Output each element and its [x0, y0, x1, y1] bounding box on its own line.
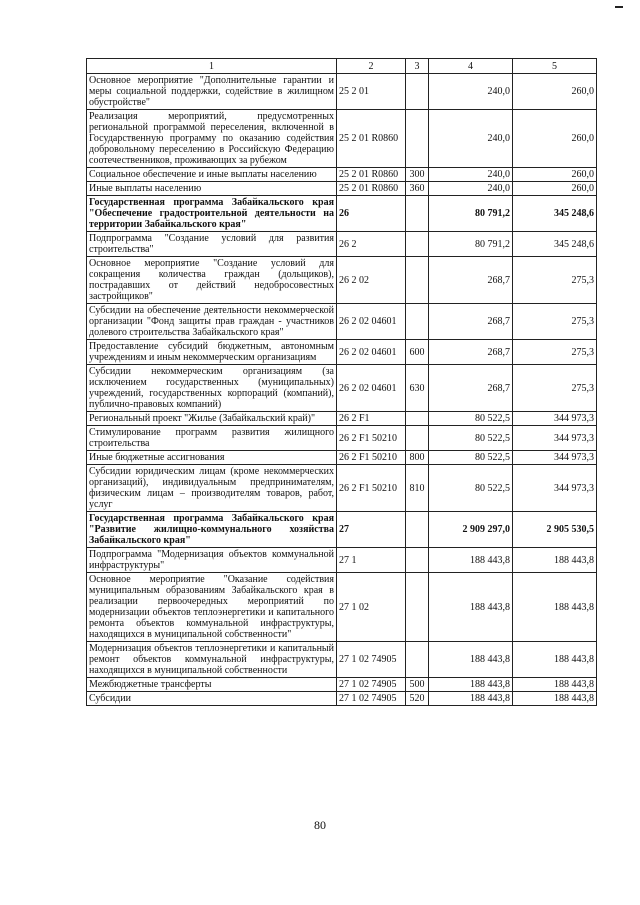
row-amount-col5: 275,3: [513, 257, 597, 304]
row-amount-col5: 345 248,6: [513, 232, 597, 257]
row-expense-type: [406, 412, 429, 426]
row-name: Межбюджетные трансферты: [87, 678, 337, 692]
table-row: [87, 512, 597, 548]
row-name: Субсидии на обеспечение деятельности некоммерческой организации "Фонд защиты прав граждан - участников долевого строительства Забайкальского края": [87, 304, 337, 340]
row-code: 26 2 02 04601: [337, 365, 406, 412]
row-amount-col4: 240,0: [429, 110, 513, 168]
row-code: 26 2 F1 50210: [337, 426, 406, 451]
header-col-1: 1: [87, 59, 337, 74]
row-code: 26 2: [337, 232, 406, 257]
table-row: [87, 74, 597, 110]
row-name: Социальное обеспечение и иные выплаты населению: [87, 168, 337, 182]
row-amount-col5: 345 248,6: [513, 196, 597, 232]
row-name: Модернизация объектов теплоэнергетики и капитальный ремонт объектов коммунальной инфраструктуры, находящихся в муниципальной собственности: [87, 642, 337, 678]
row-code: 27 1: [337, 548, 406, 573]
row-code: 26 2 02 04601: [337, 304, 406, 340]
row-expense-type: [406, 426, 429, 451]
row-expense-type: [406, 573, 429, 642]
row-expense-type: 630: [406, 365, 429, 412]
row-amount-col4: 188 443,8: [429, 678, 513, 692]
row-name: Основное мероприятие "Создание условий для сокращения количества граждан (дольщиков), пострадавших от действий недобросовестных застройщиков": [87, 257, 337, 304]
page-number: 80: [314, 818, 326, 832]
row-amount-col5: 344 973,3: [513, 426, 597, 451]
row-amount-col5: 188 443,8: [513, 642, 597, 678]
row-amount-col5: 188 443,8: [513, 548, 597, 573]
row-amount-col5: 188 443,8: [513, 573, 597, 642]
table-row: [87, 110, 597, 168]
row-code: 27 1 02 74905: [337, 678, 406, 692]
row-amount-col5: 2 905 530,5: [513, 512, 597, 548]
row-expense-type: [406, 74, 429, 110]
table-row: [87, 678, 597, 692]
row-amount-col4: 80 791,2: [429, 232, 513, 257]
row-code: 27 1 02: [337, 573, 406, 642]
row-code: 27 1 02 74905: [337, 692, 406, 706]
row-code: 26 2 02: [337, 257, 406, 304]
row-amount-col5: 188 443,8: [513, 678, 597, 692]
row-amount-col5: 260,0: [513, 110, 597, 168]
row-amount-col5: 260,0: [513, 74, 597, 110]
header-col-3: 3: [406, 59, 429, 74]
row-amount-col4: 80 522,5: [429, 426, 513, 451]
row-expense-type: [406, 257, 429, 304]
row-amount-col5: 275,3: [513, 365, 597, 412]
row-amount-col5: 260,0: [513, 182, 597, 196]
row-code: 26 2 F1 50210: [337, 465, 406, 512]
row-name: Подпрограмма "Создание условий для развития строительства": [87, 232, 337, 257]
row-name: Реализация мероприятий, предусмотренных региональной программой переселения, включенной в Государственную программу по оказанию содействия добровольному переселению в Российскую Федерацию соотечественников, проживающих за рубежом: [87, 110, 337, 168]
row-amount-col4: 268,7: [429, 304, 513, 340]
row-name: Иные бюджетные ассигнования: [87, 451, 337, 465]
row-code: 26 2 F1 50210: [337, 451, 406, 465]
corner-mark: [615, 6, 623, 8]
row-amount-col4: 240,0: [429, 182, 513, 196]
table-row: [87, 573, 597, 642]
row-name: Региональный проект "Жилье (Забайкальский край)": [87, 412, 337, 426]
table-row: [87, 642, 597, 678]
row-expense-type: [406, 548, 429, 573]
row-name: Стимулирование программ развития жилищного строительства: [87, 426, 337, 451]
row-amount-col4: 188 443,8: [429, 573, 513, 642]
row-amount-col5: 188 443,8: [513, 692, 597, 706]
header-col-5: 5: [513, 59, 597, 74]
row-amount-col4: 268,7: [429, 257, 513, 304]
row-name: Государственная программа Забайкальского края "Развитие жилищно-коммунального хозяйства Забайкальского края": [87, 512, 337, 548]
row-expense-type: 520: [406, 692, 429, 706]
row-code: 25 2 01: [337, 74, 406, 110]
table-row: [87, 365, 597, 412]
row-amount-col4: 2 909 297,0: [429, 512, 513, 548]
row-expense-type: 800: [406, 451, 429, 465]
row-code: 25 2 01 R0860: [337, 110, 406, 168]
row-expense-type: [406, 642, 429, 678]
row-name: Государственная программа Забайкальского края "Обеспечение градостроительной деятельности на территории Забайкальского края": [87, 196, 337, 232]
table-row: [87, 168, 597, 182]
row-amount-col4: 268,7: [429, 365, 513, 412]
row-amount-col4: 80 522,5: [429, 451, 513, 465]
row-amount-col4: 240,0: [429, 74, 513, 110]
row-code: 27: [337, 512, 406, 548]
row-name: Подпрограмма "Модернизация объектов коммунальной инфраструктуры": [87, 548, 337, 573]
row-name: Основное мероприятие "Дополнительные гарантии и меры социальной поддержки, содействие в жилищном обустройстве": [87, 74, 337, 110]
table-row: [87, 196, 597, 232]
row-code: 26: [337, 196, 406, 232]
row-amount-col5: 275,3: [513, 304, 597, 340]
row-expense-type: 500: [406, 678, 429, 692]
row-amount-col4: 80 791,2: [429, 196, 513, 232]
row-amount-col5: 344 973,3: [513, 412, 597, 426]
row-amount-col4: 188 443,8: [429, 548, 513, 573]
table-row: [87, 182, 597, 196]
row-amount-col4: 188 443,8: [429, 692, 513, 706]
row-expense-type: [406, 196, 429, 232]
row-name: Предоставление субсидий бюджетным, автономным учреждениям и иным некоммерческим организациям: [87, 340, 337, 365]
row-name: Субсидии юридическим лицам (кроме некоммерческих организаций), индивидуальным предпринимателям, физическим лицам – производителям товаров, работ, услуг: [87, 465, 337, 512]
row-name: Субсидии: [87, 692, 337, 706]
row-name: Основное мероприятие "Оказание содействия муниципальным образованиям Забайкальского края в реализации первоочередных мероприятий по модернизации объектов теплоэнергетики и капитального ремонта объектов коммунальной инфраструктуры, находящихся в муниципальной собственности": [87, 573, 337, 642]
row-expense-type: [406, 304, 429, 340]
row-amount-col5: 344 973,3: [513, 451, 597, 465]
table-row: [87, 232, 597, 257]
budget-table-container: [86, 58, 596, 706]
row-expense-type: 300: [406, 168, 429, 182]
table-body: [87, 74, 597, 706]
row-amount-col4: 268,7: [429, 340, 513, 365]
row-amount-col4: 188 443,8: [429, 642, 513, 678]
row-amount-col4: 80 522,5: [429, 412, 513, 426]
row-code: 26 2 02 04601: [337, 340, 406, 365]
header-col-4: 4: [429, 59, 513, 74]
row-amount-col5: 275,3: [513, 340, 597, 365]
row-amount-col5: 344 973,3: [513, 465, 597, 512]
table-row: [87, 304, 597, 340]
header-col-2: 2: [337, 59, 406, 74]
row-expense-type: 600: [406, 340, 429, 365]
table-row: [87, 426, 597, 451]
row-amount-col4: 240,0: [429, 168, 513, 182]
row-expense-type: [406, 512, 429, 548]
table-row: [87, 340, 597, 365]
row-code: 25 2 01 R0860: [337, 182, 406, 196]
row-name: Субсидии некоммерческим организациям (за исключением государственных (муниципальных) учреждений, государственных корпораций (компаний), публично-правовых компаний): [87, 365, 337, 412]
table-row: [87, 548, 597, 573]
row-expense-type: [406, 232, 429, 257]
table-row: [87, 465, 597, 512]
row-code: 27 1 02 74905: [337, 642, 406, 678]
row-amount-col5: 260,0: [513, 168, 597, 182]
budget-table: [86, 58, 597, 706]
table-row: [87, 412, 597, 426]
table-row: [87, 692, 597, 706]
table-row: [87, 257, 597, 304]
row-amount-col4: 80 522,5: [429, 465, 513, 512]
row-code: 25 2 01 R0860: [337, 168, 406, 182]
row-expense-type: 360: [406, 182, 429, 196]
table-row: [87, 451, 597, 465]
table-header-row: [87, 59, 597, 74]
row-expense-type: [406, 110, 429, 168]
row-name: Иные выплаты населению: [87, 182, 337, 196]
row-code: 26 2 F1: [337, 412, 406, 426]
row-expense-type: 810: [406, 465, 429, 512]
